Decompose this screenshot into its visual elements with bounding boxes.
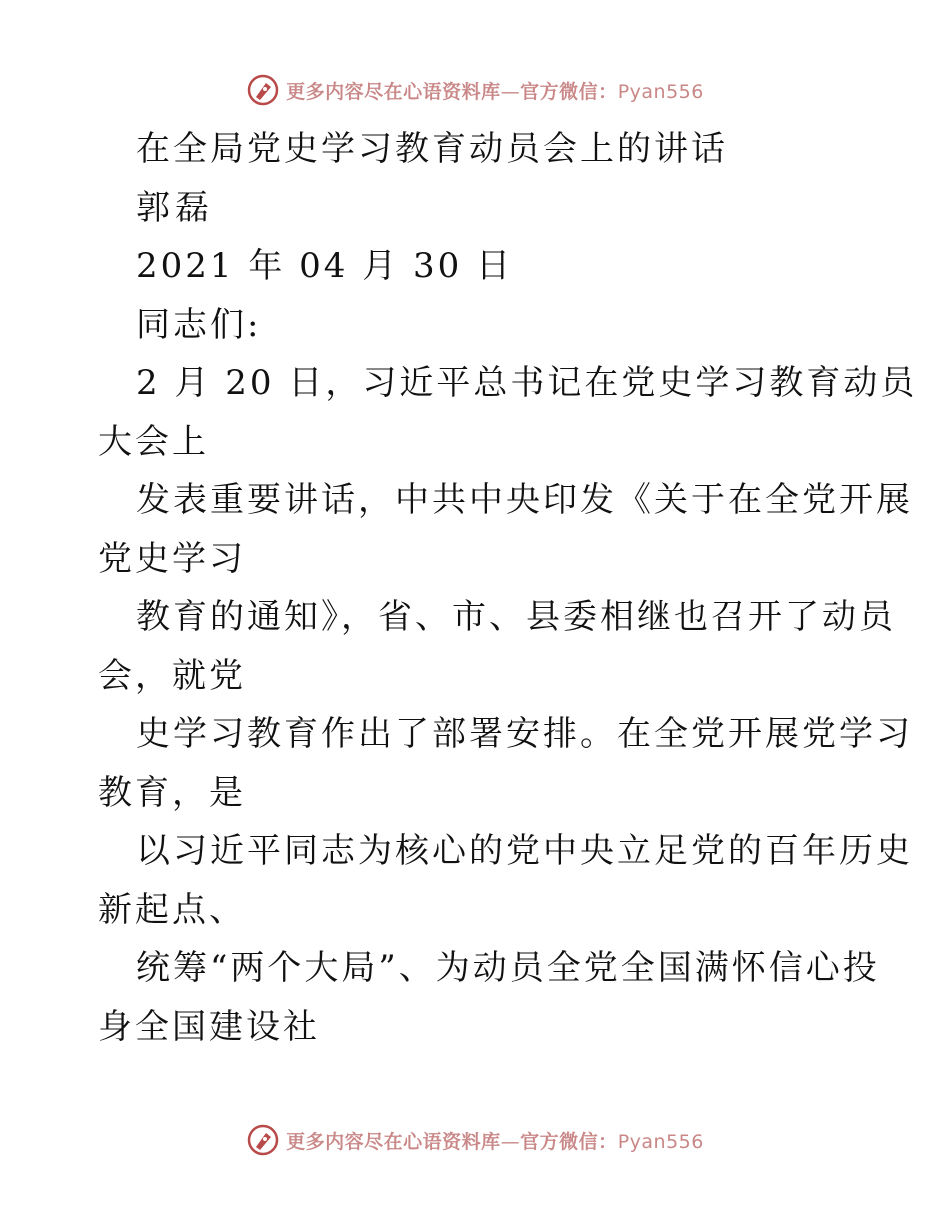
pen-nib-circle-icon: [246, 73, 280, 107]
header-watermark: [0, 72, 950, 108]
paragraph-line: 以习近平同志为核心的党中央立足党的百年历史: [136, 831, 913, 871]
document-title: 在全局党史学习教育动员会上的讲话: [136, 129, 728, 169]
footer-watermark: [0, 1122, 950, 1158]
paragraph-line: 教育，是: [98, 772, 246, 813]
paragraph-line: 教育的通知》，省、市、县委相继也召开了动员: [136, 597, 896, 637]
paragraph-line: 史学习教育作出了部署安排。在全党开展党学习: [136, 714, 913, 754]
paragraph-line: 2 月 20 日，习近平总书记在党史学习教育动员: [136, 363, 918, 403]
document-salutation: 同志们:: [136, 304, 262, 345]
watermark-text: 更多内容尽在心语资料库—官方微信：Pyan556: [286, 80, 704, 103]
document-body: [98, 120, 918, 1056]
paragraph-line: 发表重要讲话，中共中央印发《关于在全党开展: [136, 480, 913, 520]
document-date: 2021 年 04 月 30 日: [136, 246, 514, 286]
paragraph-line: 新起点、: [98, 889, 246, 930]
paragraph-line: 会，就党: [98, 655, 246, 696]
pen-nib-circle-icon: [246, 1123, 280, 1157]
paragraph-line: 身全国建设社: [98, 1006, 320, 1047]
paragraph-line: 统筹“两个大局”、为动员全党全国满怀信心投: [136, 948, 880, 988]
document-author: 郭磊: [136, 187, 214, 228]
paragraph-line: 党史学习: [98, 538, 246, 579]
watermark-text: 更多内容尽在心语资料库—官方微信：Pyan556: [286, 1130, 704, 1153]
paragraph-line: 大会上: [98, 421, 209, 462]
